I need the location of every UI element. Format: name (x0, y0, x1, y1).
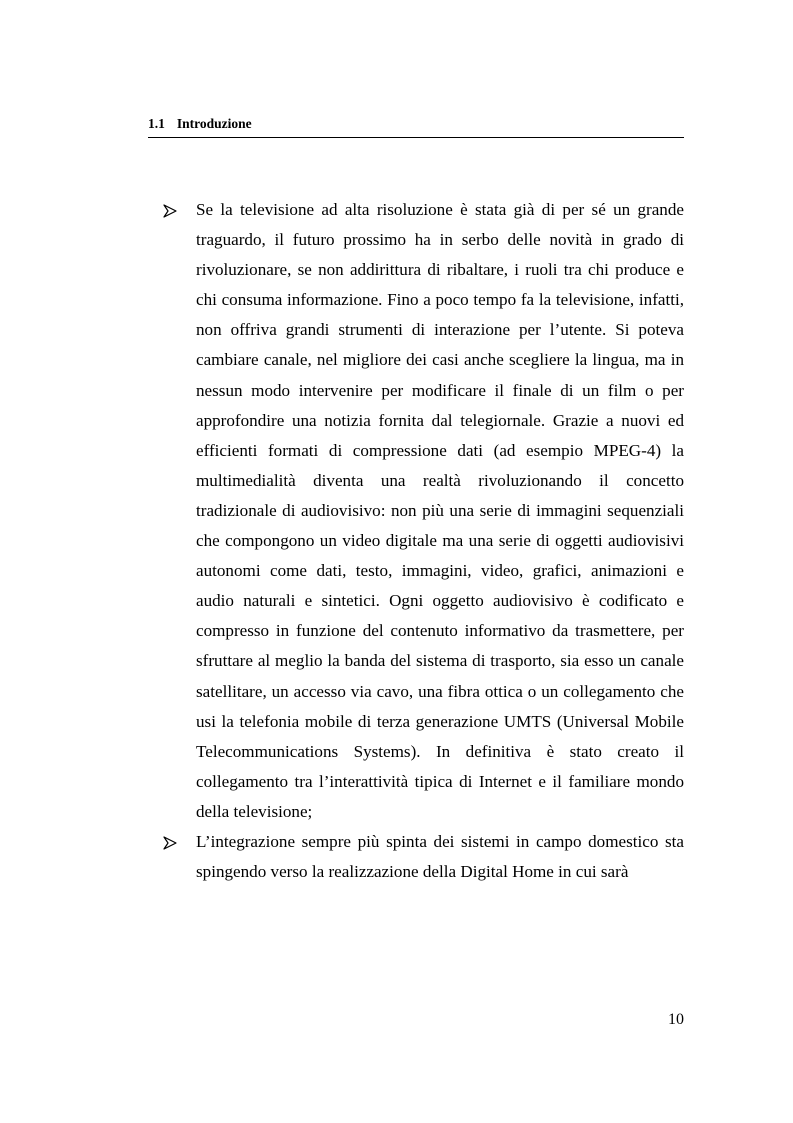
page-number: 10 (668, 1011, 684, 1028)
arrow-bullet-icon (162, 836, 178, 850)
section-title: Introduzione (176, 116, 252, 131)
bullet-text-1: Se la televisione ad alta risoluzione è stata già di per sé un grande traguardo, il futuro prossimo ha in serbo delle novità in grado di rivoluzionare, se non addirittura di ribaltare, i ruoli tra chi produce e chi consuma informazione. Fino a poco tempo fa la televisione, infatti, non offriva grandi strumenti di interazione per l’utente. Si poteva cambiare canale, nel migliore dei casi anche scegliere la lingua, ma in nessun modo intervenire per modificare il finale di un film o per approfondire una notizia fornita dal telegiornale. Grazie a nuovi ed efficienti formati di compressione dati (ad esempio MPEG-4) la multimedialità diventa una realtà rivoluzionando il concetto tradizionale di audiovisivo: non più una serie di immagini sequenziali che compongono un video digitale ma una serie di oggetti audiovisivi autonomi come dati, testo, immagini, video, grafici, animazioni e audio naturali e sintetici. Ogni oggetto audiovisivo è codificato e compresso in funzione del contenuto informativo da trasmettere, per sfruttare al meglio la banda del sistema di trasporto, sia esso un canale satellitare, un accesso via cavo, una fibra ottica o un collegamento che usi la telefonia mobile di terza generazione UMTS (Universal Mobile Telecommunications Systems). In definitiva è stato creato il collegamento tra l’interattività tipica di Internet e il familiare mondo della televisione; (196, 200, 684, 821)
arrow-bullet-icon (162, 204, 178, 218)
bullet-text-2: L’integrazione sempre più spinta dei sistemi in campo domestico sta spingendo verso la realizzazione della Digital Home in cui sarà (196, 831, 684, 882)
header-rule (148, 137, 684, 138)
section-header (148, 114, 684, 134)
body-text (160, 195, 684, 887)
bullet-item-1 (160, 195, 684, 827)
bullet-item-2 (160, 827, 684, 887)
section-number: 1.1 (148, 116, 165, 131)
